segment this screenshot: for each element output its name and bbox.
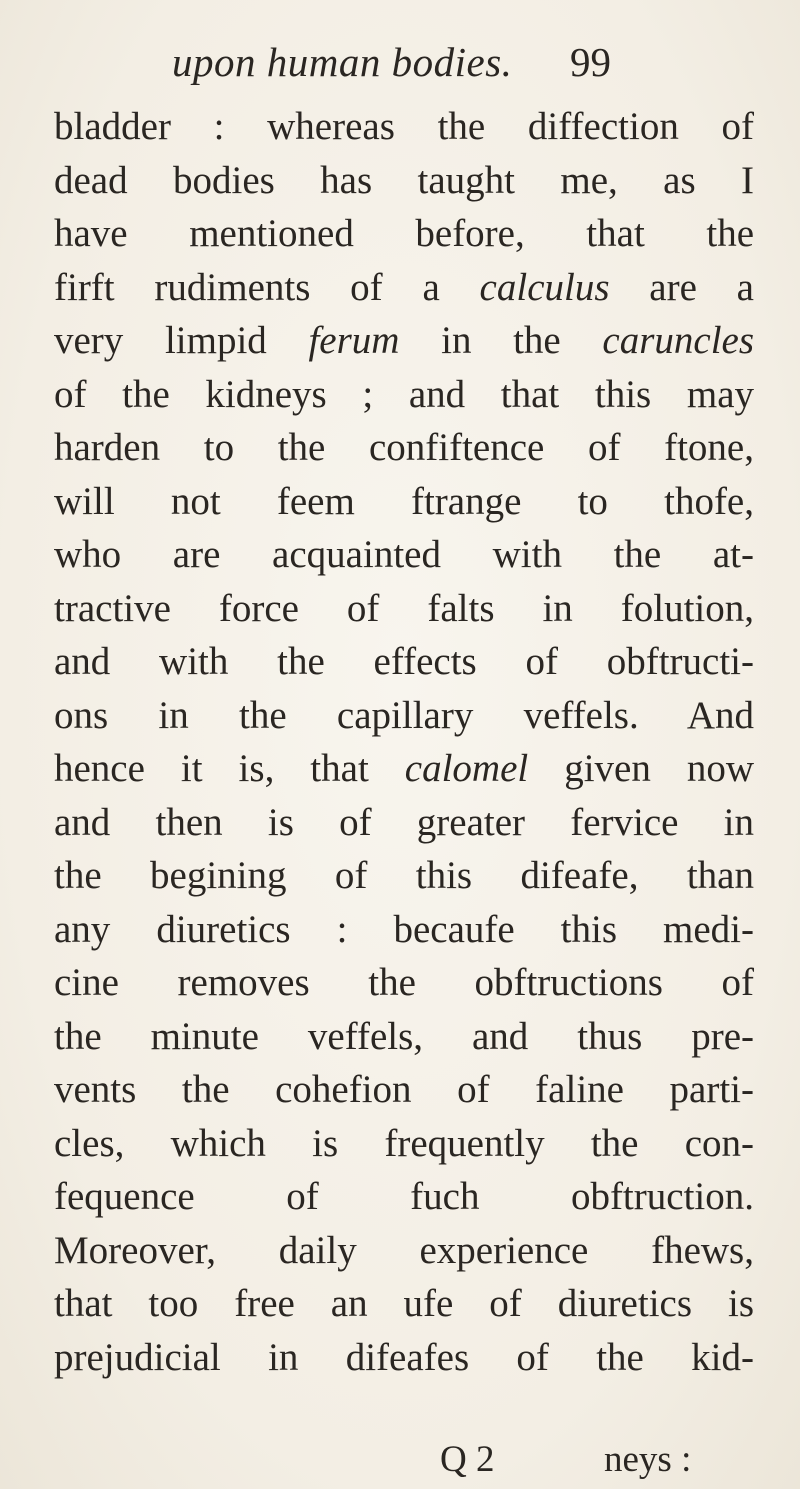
italic-term: caruncles [602, 319, 755, 362]
signature-mark: Q 2 [440, 1439, 495, 1480]
text-line [54, 1224, 754, 1278]
text-run: dead bodies has taught me, as I [54, 158, 754, 202]
text-run: the minute veffels, and thus pre- [54, 1014, 754, 1058]
text-run: and with the effects of obftructi- [54, 640, 754, 683]
text-line [54, 903, 754, 957]
text-run: firft rudiments of a [54, 265, 480, 309]
text-run: any diuretics : becaufe this medi- [54, 907, 754, 951]
text-line [54, 582, 754, 636]
text-run: tractive force of falts in folution, [54, 586, 754, 630]
text-run: have mentioned before, that the [54, 212, 754, 255]
italic-term: calculus [479, 265, 610, 309]
text-line [54, 314, 754, 368]
text-run: prejudicial in difeafes of the kid- [54, 1335, 754, 1379]
text-line [54, 528, 754, 582]
text-run: will not feem ftrange to thofe, [54, 479, 754, 523]
text-line [54, 689, 754, 743]
text-line [54, 1331, 754, 1385]
text-run: bladder : whereas the diffection of [54, 105, 754, 148]
text-line [54, 796, 754, 850]
italic-term: ferum [308, 319, 400, 362]
text-run: given now [528, 747, 754, 790]
text-line [54, 475, 754, 529]
italic-term: calomel [404, 747, 529, 790]
text-line [54, 742, 754, 796]
text-run: cles, which is frequently the con- [54, 1121, 754, 1165]
text-run: who are acquainted with the at- [54, 533, 754, 576]
text-line [54, 1010, 754, 1064]
text-run: ons in the capillary veffels. And [54, 693, 754, 737]
text-line [54, 1117, 754, 1171]
text-line [54, 1277, 754, 1331]
page-header [0, 38, 800, 98]
text-run: the begining of this difeafe, than [54, 854, 754, 897]
text-run: in the [399, 319, 603, 362]
text-run: are a [609, 265, 754, 309]
text-run: harden to the confiftence of ftone, [54, 426, 754, 469]
text-run: Moreover, daily experience fhews, [54, 1228, 754, 1272]
text-run: very limpid [54, 319, 309, 362]
text-run: cine removes the obftructions of [54, 961, 754, 1004]
text-line [54, 849, 754, 903]
catchword: neys : [604, 1439, 692, 1480]
body-text [54, 100, 754, 1384]
text-run: hence it is, that [54, 747, 405, 790]
text-line [54, 100, 754, 154]
text-line [54, 207, 754, 261]
text-line [54, 421, 754, 475]
running-head: upon human bodies. [172, 39, 513, 85]
text-line [54, 368, 754, 422]
text-run: of the kidneys ; and that this may [54, 372, 754, 416]
text-run: that too free an ufe of diuretics is [54, 1282, 754, 1325]
text-run: and then is of greater fervice in [54, 800, 754, 844]
text-line [54, 1063, 754, 1117]
text-line [54, 635, 754, 689]
page-footer [0, 1438, 800, 1488]
text-run: fequence of fuch obftruction. [54, 1175, 754, 1218]
text-line [54, 261, 754, 315]
text-line [54, 154, 754, 208]
text-line [54, 956, 754, 1010]
text-run: vents the cohefion of faline parti- [54, 1068, 754, 1111]
text-line [54, 1170, 754, 1224]
page-number: 99 [570, 39, 611, 85]
